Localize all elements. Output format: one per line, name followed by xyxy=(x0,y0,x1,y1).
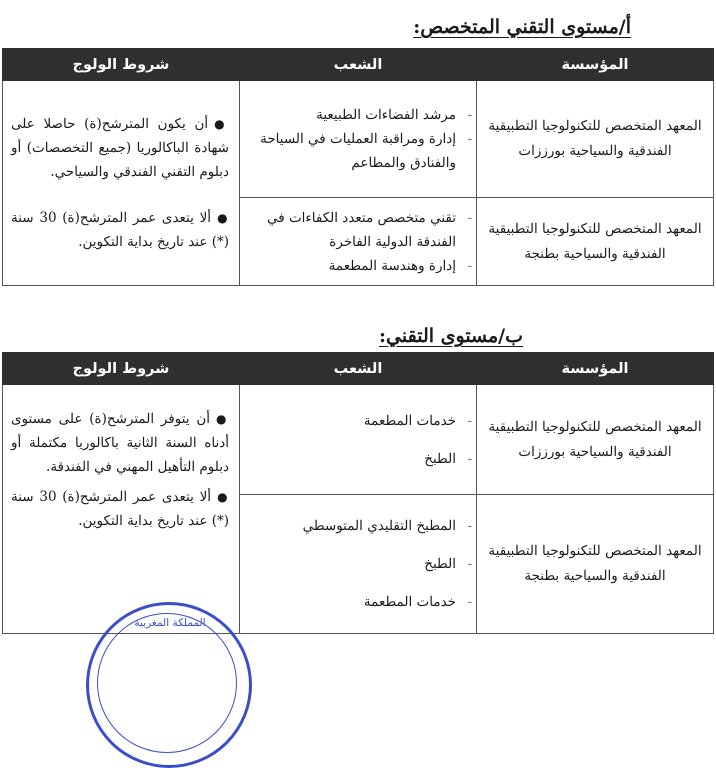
branch-item: - إدارة ومراقبة العمليات في السياحة والفنادق والمطاعم xyxy=(244,127,456,175)
official-seal xyxy=(86,602,252,768)
bullet-icon: ● xyxy=(217,211,229,225)
branch-item: - تقني متخصص متعدد الكفاءات في الفندقة الدولية الفاخرة xyxy=(244,206,456,254)
condition-item xyxy=(11,407,229,479)
section-b-heading: ب/مستوى التقني: xyxy=(379,325,523,347)
table-row xyxy=(3,385,714,495)
institution-cell: المعهد المتخصص للتكنولوجيا التطبيقية الفندقية والسياحية بورززات xyxy=(477,385,714,495)
bullet-icon: ● xyxy=(214,117,229,131)
branches-cell xyxy=(240,495,477,634)
branches-cell xyxy=(240,81,477,198)
condition-item xyxy=(11,485,229,533)
branch-item: - خدمات المطعمة xyxy=(244,402,456,440)
header-institution: المؤسسة xyxy=(477,353,714,385)
branch-item: - إدارة وهندسة المطعمة xyxy=(244,254,456,278)
condition-text: ألا يتعدى عمر المترشح(ة) 30 سنة (*) عند تاريخ بداية التكوين. xyxy=(11,489,229,529)
institution-cell: المعهد المتخصص للتكنولوجيا التطبيقية الفندقية والسياحية بطنجة xyxy=(477,495,714,634)
bullet-icon: ● xyxy=(217,490,229,504)
institution-cell: المعهد المتخصص للتكنولوجيا التطبيقية الفندقية والسياحية بطنجة xyxy=(477,198,714,286)
conditions-cell xyxy=(3,81,240,286)
table-row xyxy=(3,81,714,198)
section-b-table xyxy=(2,352,714,634)
table-header-row xyxy=(3,353,714,385)
seal-inner-ring xyxy=(97,613,237,753)
table-header-row xyxy=(3,49,714,81)
branches-cell xyxy=(240,198,477,286)
condition-item xyxy=(11,112,229,184)
branch-item: - المطبخ التقليدي المتوسطي xyxy=(244,507,456,545)
section-a-heading: أ/مستوى التقني المتخصص: xyxy=(413,16,631,38)
branch-item: - الطبخ xyxy=(244,440,456,478)
condition-text: أن يتوفر المترشح(ة) على مستوى أدناه السنة الثانية باكالوريا مكتملة أو دبلوم التأهيل المهني في الفندقة. xyxy=(11,411,229,475)
seal-text: المملكة المغربية xyxy=(134,617,206,629)
conditions-cell xyxy=(3,385,240,634)
header-institution: المؤسسة xyxy=(477,49,714,81)
condition-item xyxy=(11,206,229,254)
bullet-icon: ● xyxy=(216,412,229,426)
header-branches: الشعب xyxy=(240,353,477,385)
branch-item: - الطبخ xyxy=(244,545,456,583)
branch-item: - مرشد الفضاءات الطبيعية xyxy=(244,103,456,127)
header-branches: الشعب xyxy=(240,49,477,81)
header-conditions: شروط الولوج xyxy=(3,49,240,81)
branches-cell xyxy=(240,385,477,495)
header-conditions: شروط الولوج xyxy=(3,353,240,385)
branch-item: - خدمات المطعمة xyxy=(244,583,456,621)
section-a-table xyxy=(2,48,714,286)
condition-text: ألا يتعدى عمر المترشح(ة) 30 سنة (*) عند تاريخ بداية التكوين. xyxy=(11,210,229,250)
condition-text: أن يكون المترشح(ة) حاصلا على شهادة الباكالوريا (جميع التخصصات) أو دبلوم التقني الفندقي والسياحي. xyxy=(11,116,229,180)
institution-cell: المعهد المتخصص للتكنولوجيا التطبيقية الفندقية والسياحية بورززات xyxy=(477,81,714,198)
